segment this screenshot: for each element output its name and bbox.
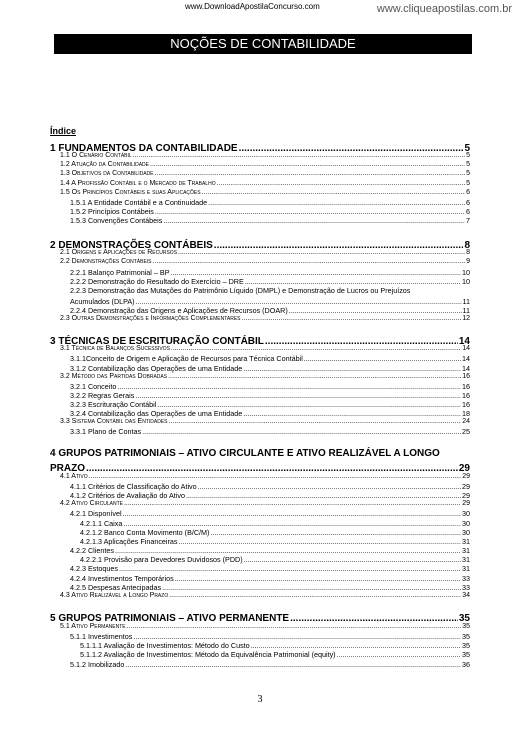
toc-page-number: 30 <box>462 509 470 518</box>
toc-entry[interactable] <box>50 345 470 352</box>
toc-entry[interactable] <box>50 207 470 216</box>
toc-entry-title: 1.5.2 Princípios Contábeis <box>70 207 154 216</box>
toc-page-number: 25 <box>462 427 470 436</box>
toc-entry-title: 2.2.4 Demonstração das Origens e Aplicações de Recursos (DOAR) <box>70 306 288 315</box>
toc-page-number: 9 <box>466 258 470 265</box>
toc-page-number: 16 <box>462 382 470 391</box>
toc-entry[interactable] <box>50 258 470 265</box>
toc-entry-title: 4.2.4 Investimentos Temporários <box>70 574 174 583</box>
toc-leader-dots <box>198 482 461 491</box>
toc-entry[interactable] <box>50 574 470 583</box>
toc-leader-dots <box>142 427 461 436</box>
toc-entry-title: 3.2.3 Escrituração Contábil <box>70 400 157 409</box>
toc-entry[interactable] <box>50 528 470 537</box>
toc-entry-title: Acumulados (DLPA) <box>70 297 135 306</box>
toc-leader-dots <box>150 161 465 168</box>
toc-entry-title: 2.3 Outras Demonstrações e Informações Complementares <box>60 315 241 322</box>
toc-entry[interactable] <box>50 482 470 491</box>
toc-leader-dots <box>178 249 465 256</box>
toc-leader-dots <box>162 583 461 592</box>
toc-page-number: 34 <box>462 592 470 599</box>
header-right-url: www.cliqueapostilas.com.br <box>376 3 512 15</box>
toc-entry-title: 1 FUNDAMENTOS DA CONTABILIDADE <box>50 143 238 154</box>
toc-entry[interactable] <box>50 198 470 207</box>
header-left-url: www.DownloadApostilaConcurso.com <box>185 2 320 11</box>
toc-page-number: 6 <box>466 207 470 216</box>
toc-entry-title: 5.1.2 Imobilizado <box>70 660 125 669</box>
toc-entry-title: 1.5 Os Princípios Contábeis e suas Aplicações <box>60 189 201 196</box>
toc-entry-title: 3.2.2 Regras Gerais <box>70 391 135 400</box>
toc-page-number: 11 <box>462 306 470 315</box>
toc-leader-dots <box>123 519 461 528</box>
toc-leader-dots <box>123 509 461 518</box>
toc-leader-dots <box>175 574 461 583</box>
toc-leader-dots <box>179 537 462 546</box>
toc-entry[interactable] <box>50 306 470 315</box>
toc-entry-title: 3.2.1 Conceito <box>70 382 117 391</box>
toc-page-number: 11 <box>462 297 470 306</box>
toc-leader-dots <box>117 382 461 391</box>
toc-page-number: 31 <box>462 564 470 573</box>
index-heading: Índice <box>50 126 77 136</box>
toc-leader-dots <box>125 660 461 669</box>
toc-entry-title: 4.1.2 Critérios de Avaliação do Ativo <box>70 491 185 500</box>
toc-entry[interactable] <box>50 641 470 650</box>
toc-entry-title: 1.1 O Cenário Contábil <box>60 152 132 159</box>
toc-leader-dots <box>289 306 462 315</box>
toc-entry-title: PRAZO <box>50 463 85 474</box>
toc-page-number: 16 <box>462 373 470 380</box>
toc-entry[interactable] <box>50 418 470 425</box>
toc-leader-dots <box>169 592 461 599</box>
toc-leader-dots <box>202 189 465 196</box>
toc-entry[interactable] <box>50 592 470 599</box>
page-number: 3 <box>257 694 263 705</box>
toc-page-number: 12 <box>462 315 470 322</box>
toc-entry[interactable] <box>50 161 470 168</box>
toc-entry[interactable] <box>50 354 470 363</box>
toc-leader-dots <box>171 268 462 277</box>
toc-entry[interactable] <box>50 623 470 630</box>
toc-entry-wrap-line: 2.2.3 Demonstração das Mutações do Patrimônio Líquido (DMPL) e Demonstração de Lucros ou Prejuízos <box>70 286 411 295</box>
toc-entry[interactable] <box>50 277 470 286</box>
toc-entry-title: 4.2.5 Despesas Antecipadas <box>70 583 162 592</box>
toc-entry[interactable] <box>50 170 470 177</box>
toc-page-number: 10 <box>462 268 470 277</box>
toc-entry-title: 5.1.1 Investimentos <box>70 632 133 641</box>
toc-leader-dots <box>251 641 461 650</box>
toc-entry[interactable] <box>50 650 470 659</box>
toc-page-number: 8 <box>464 240 470 251</box>
toc-entry[interactable] <box>50 216 470 225</box>
toc-leader-dots <box>210 528 461 537</box>
toc-leader-dots <box>155 207 465 216</box>
toc-leader-dots <box>135 391 461 400</box>
toc-entry-title: 2 DEMONSTRAÇÕES CONTÁBEIS <box>50 240 213 251</box>
toc-page-number: 16 <box>462 400 470 409</box>
toc-entry[interactable] <box>50 546 470 555</box>
toc-leader-dots <box>153 258 466 265</box>
toc-entry-title: 1.5.3 Convenções Contábeis <box>70 216 163 225</box>
toc-page-number: 31 <box>462 555 470 564</box>
toc-leader-dots <box>133 152 465 159</box>
toc-entry-title: 1.2 Atuação da Contabilidade <box>60 161 149 168</box>
toc-entry-title: 3.1.2 Contabilização das Operações de uma Entidade <box>70 364 243 373</box>
toc-entry[interactable] <box>50 382 470 391</box>
toc-entry[interactable] <box>50 537 470 546</box>
toc-entry[interactable] <box>50 152 470 159</box>
toc-page-number: 35 <box>462 623 470 630</box>
toc-leader-dots <box>242 315 462 322</box>
toc-leader-dots <box>168 373 461 380</box>
toc-entry-wrap-line: 4 GRUPOS PATRIMONIAIS – ATIVO CIRCULANTE E ATIVO REALIZÁVEL A LONGO <box>50 448 440 459</box>
toc-page-number: 18 <box>462 409 470 418</box>
toc-page-number: 14 <box>458 336 470 347</box>
toc-page-number: 10 <box>462 277 470 286</box>
toc-leader-dots <box>124 500 461 507</box>
toc-entry[interactable] <box>50 249 470 256</box>
toc-entry-title: 5.1.1.1 Avaliação de Investimentos: Método do Custo <box>80 641 250 650</box>
toc-page-number: 33 <box>462 574 470 583</box>
toc-page-number: 16 <box>462 391 470 400</box>
toc-leader-dots <box>115 546 461 555</box>
toc-page-number: 30 <box>462 528 470 537</box>
toc-leader-dots <box>245 277 461 286</box>
title-banner: NOÇÕES DE CONTABILIDADE <box>54 34 472 54</box>
toc-leader-dots <box>163 216 465 225</box>
toc-page-number: 29 <box>462 482 470 491</box>
toc-page-number: 35 <box>458 613 470 624</box>
toc-entry-title: 2.2.1 Balanço Patrimonial – BP <box>70 268 170 277</box>
toc-entry[interactable] <box>50 555 470 564</box>
toc-entry[interactable] <box>50 564 470 573</box>
toc-entry-title: 5 GRUPOS PATRIMONIAIS – ATIVO PERMANENTE <box>50 613 290 624</box>
toc-page-number: 8 <box>466 249 470 256</box>
toc-leader-dots <box>89 473 462 480</box>
toc-page-number: 7 <box>466 216 470 225</box>
toc-entry-title: 4.2.2 Clientes <box>70 546 114 555</box>
toc-entry-title: 3.3 Sistema Contábil das Entidades <box>60 418 168 425</box>
toc-page-number: 6 <box>466 198 470 207</box>
toc-entry-title: 2.1 Origens e Aplicações de Recursos <box>60 249 178 256</box>
toc-page-number: 14 <box>462 364 470 373</box>
toc-entry[interactable] <box>50 268 470 277</box>
toc-page-number: 35 <box>462 641 470 650</box>
toc-entry[interactable] <box>50 500 470 507</box>
toc-entry-title: 4.2.3 Estoques <box>70 564 118 573</box>
toc-leader-dots <box>168 418 461 425</box>
toc-entry-title: 4.2.1.2 Banco Conta Movimento (B/C/M) <box>80 528 210 537</box>
toc-page-number: 31 <box>462 537 470 546</box>
toc-entry[interactable] <box>50 491 470 500</box>
toc-entry-title: 1.5.1 A Entidade Contábil e a Continuidade <box>70 198 208 207</box>
toc-entry-title: 3.3.1 Plano de Contas <box>70 427 142 436</box>
toc-page-number: 29 <box>462 500 470 507</box>
toc-entry[interactable] <box>50 583 470 592</box>
toc-entry[interactable] <box>50 473 470 480</box>
toc-entry[interactable] <box>50 400 470 409</box>
toc-entry-title: 1.4 A Profissão Contábil e o Mercado de Trabalho <box>60 180 216 187</box>
toc-leader-dots <box>217 180 466 187</box>
toc-entry-title: 3.1.1Conceito de Origem e Aplicação de Recursos para Técnica Contábil <box>70 354 303 363</box>
toc-entry-title: 3.1 Técnica de Balanços Sucessivos <box>60 345 170 352</box>
toc-entry-title: 3.2 Método das Partidas Dobradas <box>60 373 168 380</box>
toc-entry-title: 4.3 Ativo Realizável a Longo Prazo <box>60 592 169 599</box>
toc-page-number: 35 <box>462 632 470 641</box>
toc-entry[interactable] <box>50 409 470 418</box>
toc-page-number: 5 <box>466 152 470 159</box>
toc-page-number: 36 <box>462 660 470 669</box>
toc-entry-title: 4.2.1.1 Caixa <box>80 519 123 528</box>
toc-entry-title: 5.1.1.2 Avaliação de Investimentos: Método da Equivalência Patrimonial (equity) <box>80 650 336 659</box>
toc-leader-dots <box>243 409 461 418</box>
toc-leader-dots <box>208 198 465 207</box>
toc-entry[interactable] <box>50 189 470 196</box>
toc-entry-title: 4.2 Ativo Circulante <box>60 500 123 507</box>
toc-entry-title: 2.2 Demonstrações Contábeis <box>60 258 152 265</box>
toc-leader-dots <box>244 555 461 564</box>
toc-entry-title: 4.1 Ativo <box>60 473 88 480</box>
toc-page-number: 14 <box>462 345 470 352</box>
toc-entry-title: 5.1 Ativo Permanente <box>60 623 126 630</box>
toc-page-number: 29 <box>462 473 470 480</box>
toc-entry[interactable] <box>50 364 470 373</box>
toc-page-number: 29 <box>458 463 470 474</box>
toc-entry-title: 4.2.1.3 Aplicações Financeiras <box>80 537 178 546</box>
toc-entry[interactable] <box>50 427 470 436</box>
toc-page-number: 5 <box>466 170 470 177</box>
toc-page-number: 29 <box>462 491 470 500</box>
toc-entry-title: 3.2.4 Contabilização das Operações de uma Entidade <box>70 409 243 418</box>
toc-leader-dots <box>243 364 461 373</box>
toc-page-number: 5 <box>466 180 470 187</box>
toc-page-number: 14 <box>462 354 470 363</box>
toc-entry[interactable] <box>50 373 470 380</box>
toc-entry-title: 1.3 Objetivos da Contabilidade <box>60 170 154 177</box>
toc-leader-dots <box>186 491 461 500</box>
toc-leader-dots <box>304 354 461 363</box>
toc-page-number: 5 <box>464 143 470 154</box>
toc-page-number: 24 <box>462 418 470 425</box>
toc-entry[interactable] <box>50 297 470 306</box>
toc-page-number: 31 <box>462 546 470 555</box>
toc-leader-dots <box>171 345 461 352</box>
toc-leader-dots <box>337 650 461 659</box>
toc-entry[interactable] <box>50 180 470 187</box>
toc-entry[interactable] <box>50 391 470 400</box>
toc-leader-dots <box>119 564 461 573</box>
toc-entry-title: 2.2.2 Demonstração do Resultado do Exercício – DRE <box>70 277 244 286</box>
toc-entry-title: 4.1.1 Critérios de Classificação do Ativo <box>70 482 197 491</box>
toc-entry-title: 4.2.2.1 Provisão para Devedores Duvidosos (PDD) <box>80 555 243 564</box>
toc-page-number: 6 <box>466 189 470 196</box>
toc-entry[interactable] <box>50 315 470 322</box>
toc-leader-dots <box>157 400 461 409</box>
toc-page-number: 30 <box>462 519 470 528</box>
toc-entry[interactable] <box>50 632 470 641</box>
toc-page-number: 33 <box>462 583 470 592</box>
toc-entry[interactable] <box>50 519 470 528</box>
toc-entry[interactable] <box>50 509 470 518</box>
toc-page-number: 35 <box>462 650 470 659</box>
toc-leader-dots <box>155 170 466 177</box>
toc-entry[interactable] <box>50 660 470 669</box>
toc-entry-title: 4.2.1 Disponível <box>70 509 122 518</box>
toc-entry-title: 3 TÉCNICAS DE ESCRITURAÇÃO CONTÁBIL <box>50 336 264 347</box>
toc-leader-dots <box>127 623 462 630</box>
toc-leader-dots <box>136 297 462 306</box>
toc-leader-dots <box>133 632 461 641</box>
toc-page-number: 5 <box>466 161 470 168</box>
